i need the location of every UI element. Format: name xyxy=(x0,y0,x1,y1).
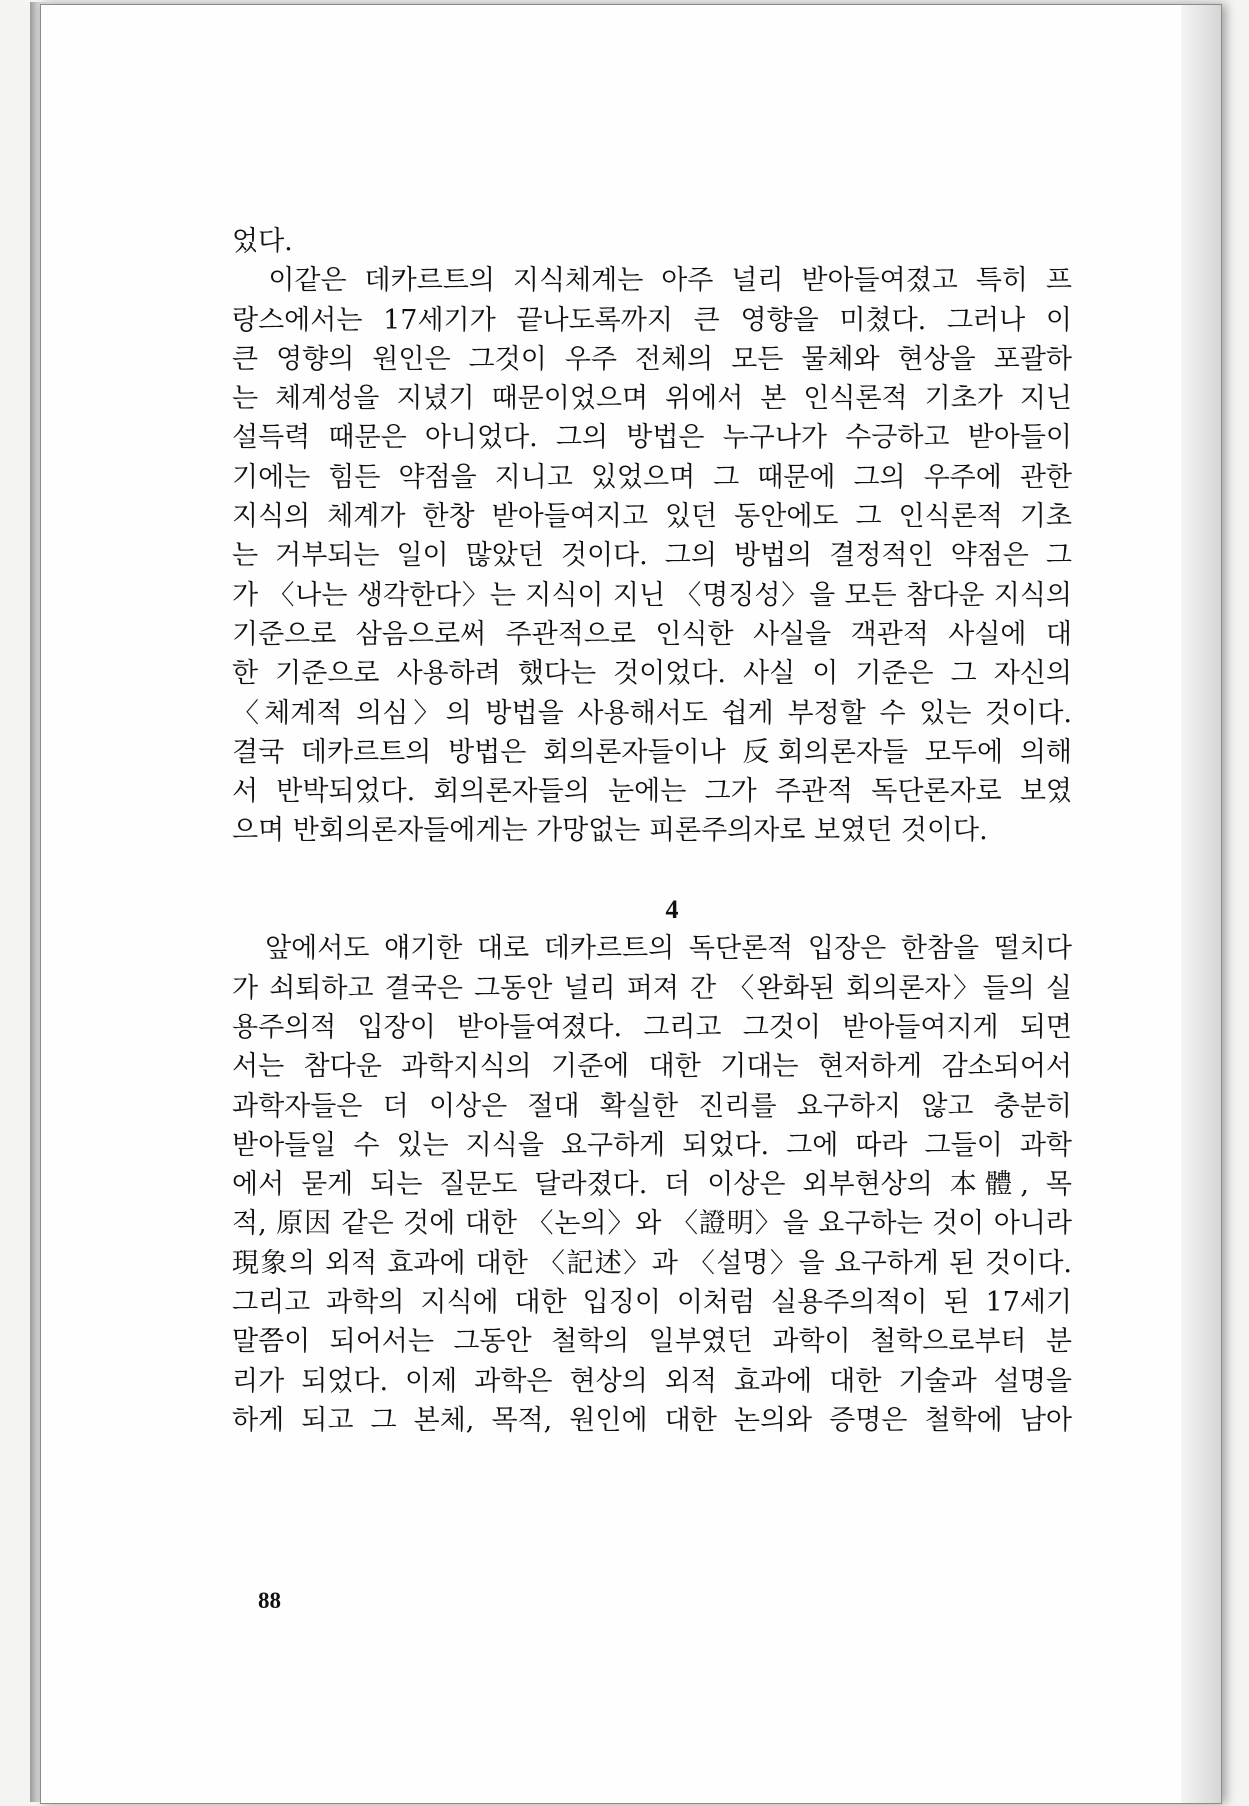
text-line: 설득력 때문은 아니었다. 그의 방법은 누구나가 수긍하고 받아들이 xyxy=(232,422,1072,454)
text-line: 서는 참다운 과학지식의 기준에 대한 기대는 현저하게 감소되어서 xyxy=(232,1051,1072,1083)
text-line: 한 기준으로 사용하려 했다는 것이었다. 사실 이 기준은 그 자신의 xyxy=(232,658,1072,690)
text-line: 큰 영향의 원인은 그것이 우주 전체의 모든 물체와 현상을 포괄하 xyxy=(232,343,1072,375)
text-line: 결국 데카르트의 방법은 회의론자들이나 反회의론자들 모두에 의해 xyxy=(232,736,1072,768)
text-line: 現象의 외적 효과에 대한 〈記述〉과 〈설명〉을 요구하게 된 것이다. xyxy=(232,1247,1072,1279)
text-line: 앞에서도 얘기한 대로 데카르트의 독단론적 입장은 한참을 떨치다 xyxy=(232,933,1072,965)
text-line: 기에는 힘든 약점을 지니고 있었으며 그 때문에 그의 우주에 관한 xyxy=(232,461,1072,493)
text-line: 과학자들은 더 이상은 절대 확실한 진리를 요구하지 않고 충분히 xyxy=(232,1090,1072,1122)
text-line: 적, 原因 같은 것에 대한 〈논의〉와 〈證明〉을 요구하는 것이 아니라 xyxy=(232,1208,1072,1240)
text-line: 었다. xyxy=(232,226,293,257)
text-line: 지식의 체계가 한창 받아들여지고 있던 동안에도 그 인식론적 기초 xyxy=(232,501,1072,533)
text-line: 〈체계적 의심〉의 방법을 사용해서도 쉽게 부정할 수 있는 것이다. xyxy=(232,697,1072,729)
text-line: 으며 반회의론자들에게는 가망없는 피론주의자로 보였던 것이다. xyxy=(232,815,988,847)
text-line: 가 〈나는 생각한다〉는 지식이 지닌 〈명징성〉을 모든 참다운 지식의 xyxy=(232,579,1072,611)
text-line: 랑스에서는 17세기가 끝나도록까지 큰 영향을 미쳤다. 그러나 이 xyxy=(232,304,1072,336)
section-number: 4 xyxy=(665,895,679,925)
text-line: 는 체계성을 지녔기 때문이었으며 위에서 본 인식론적 기초가 지닌 xyxy=(232,383,1072,415)
page-edge-shadow xyxy=(1181,5,1221,1803)
text-line: 이같은 데카르트의 지식체계는 아주 널리 받아들여졌고 특히 프 xyxy=(232,265,1072,297)
text-line: 기준으로 삼음으로써 주관적으로 인식한 사실을 객관적 사실에 대 xyxy=(232,618,1072,650)
text-line: 받아들일 수 있는 지식을 요구하게 되었다. 그에 따라 그들이 과학 xyxy=(232,1129,1072,1161)
text-line: 리가 되었다. 이제 과학은 현상의 외적 효과에 대한 기술과 설명을 xyxy=(232,1365,1072,1397)
body-text xyxy=(232,222,1072,1440)
text-line: 용주의적 입장이 받아들여졌다. 그리고 그것이 받아들여지게 되면 xyxy=(232,1011,1072,1043)
text-line: 서 반박되었다. 회의론자들의 눈에는 그가 주관적 독단론자로 보였 xyxy=(232,776,1072,808)
text-line: 하게 되고 그 본체, 목적, 원인에 대한 논의와 증명은 철학에 남아 xyxy=(232,1404,1072,1436)
text-line: 말쯤이 되어서는 그동안 철학의 일부였던 과학이 철학으로부터 분 xyxy=(232,1326,1072,1358)
text-line: 가 쇠퇴하고 결국은 그동안 널리 퍼져 간 〈완화된 회의론자〉들의 실 xyxy=(232,972,1072,1004)
section-paragraph xyxy=(232,929,1072,1440)
text-line: 에서 묻게 되는 질문도 달라졌다. 더 이상은 외부현상의 本體, 목 xyxy=(232,1169,1072,1201)
text-line: 는 거부되는 일이 많았던 것이다. 그의 방법의 결정적인 약점은 그 xyxy=(232,540,1072,572)
text-line: 그리고 과학의 지식에 대한 입징이 이처럼 실용주의적이 된 17세기 xyxy=(232,1287,1072,1319)
page-number: 88 xyxy=(258,1588,281,1613)
paragraph-continuation xyxy=(232,222,1072,851)
